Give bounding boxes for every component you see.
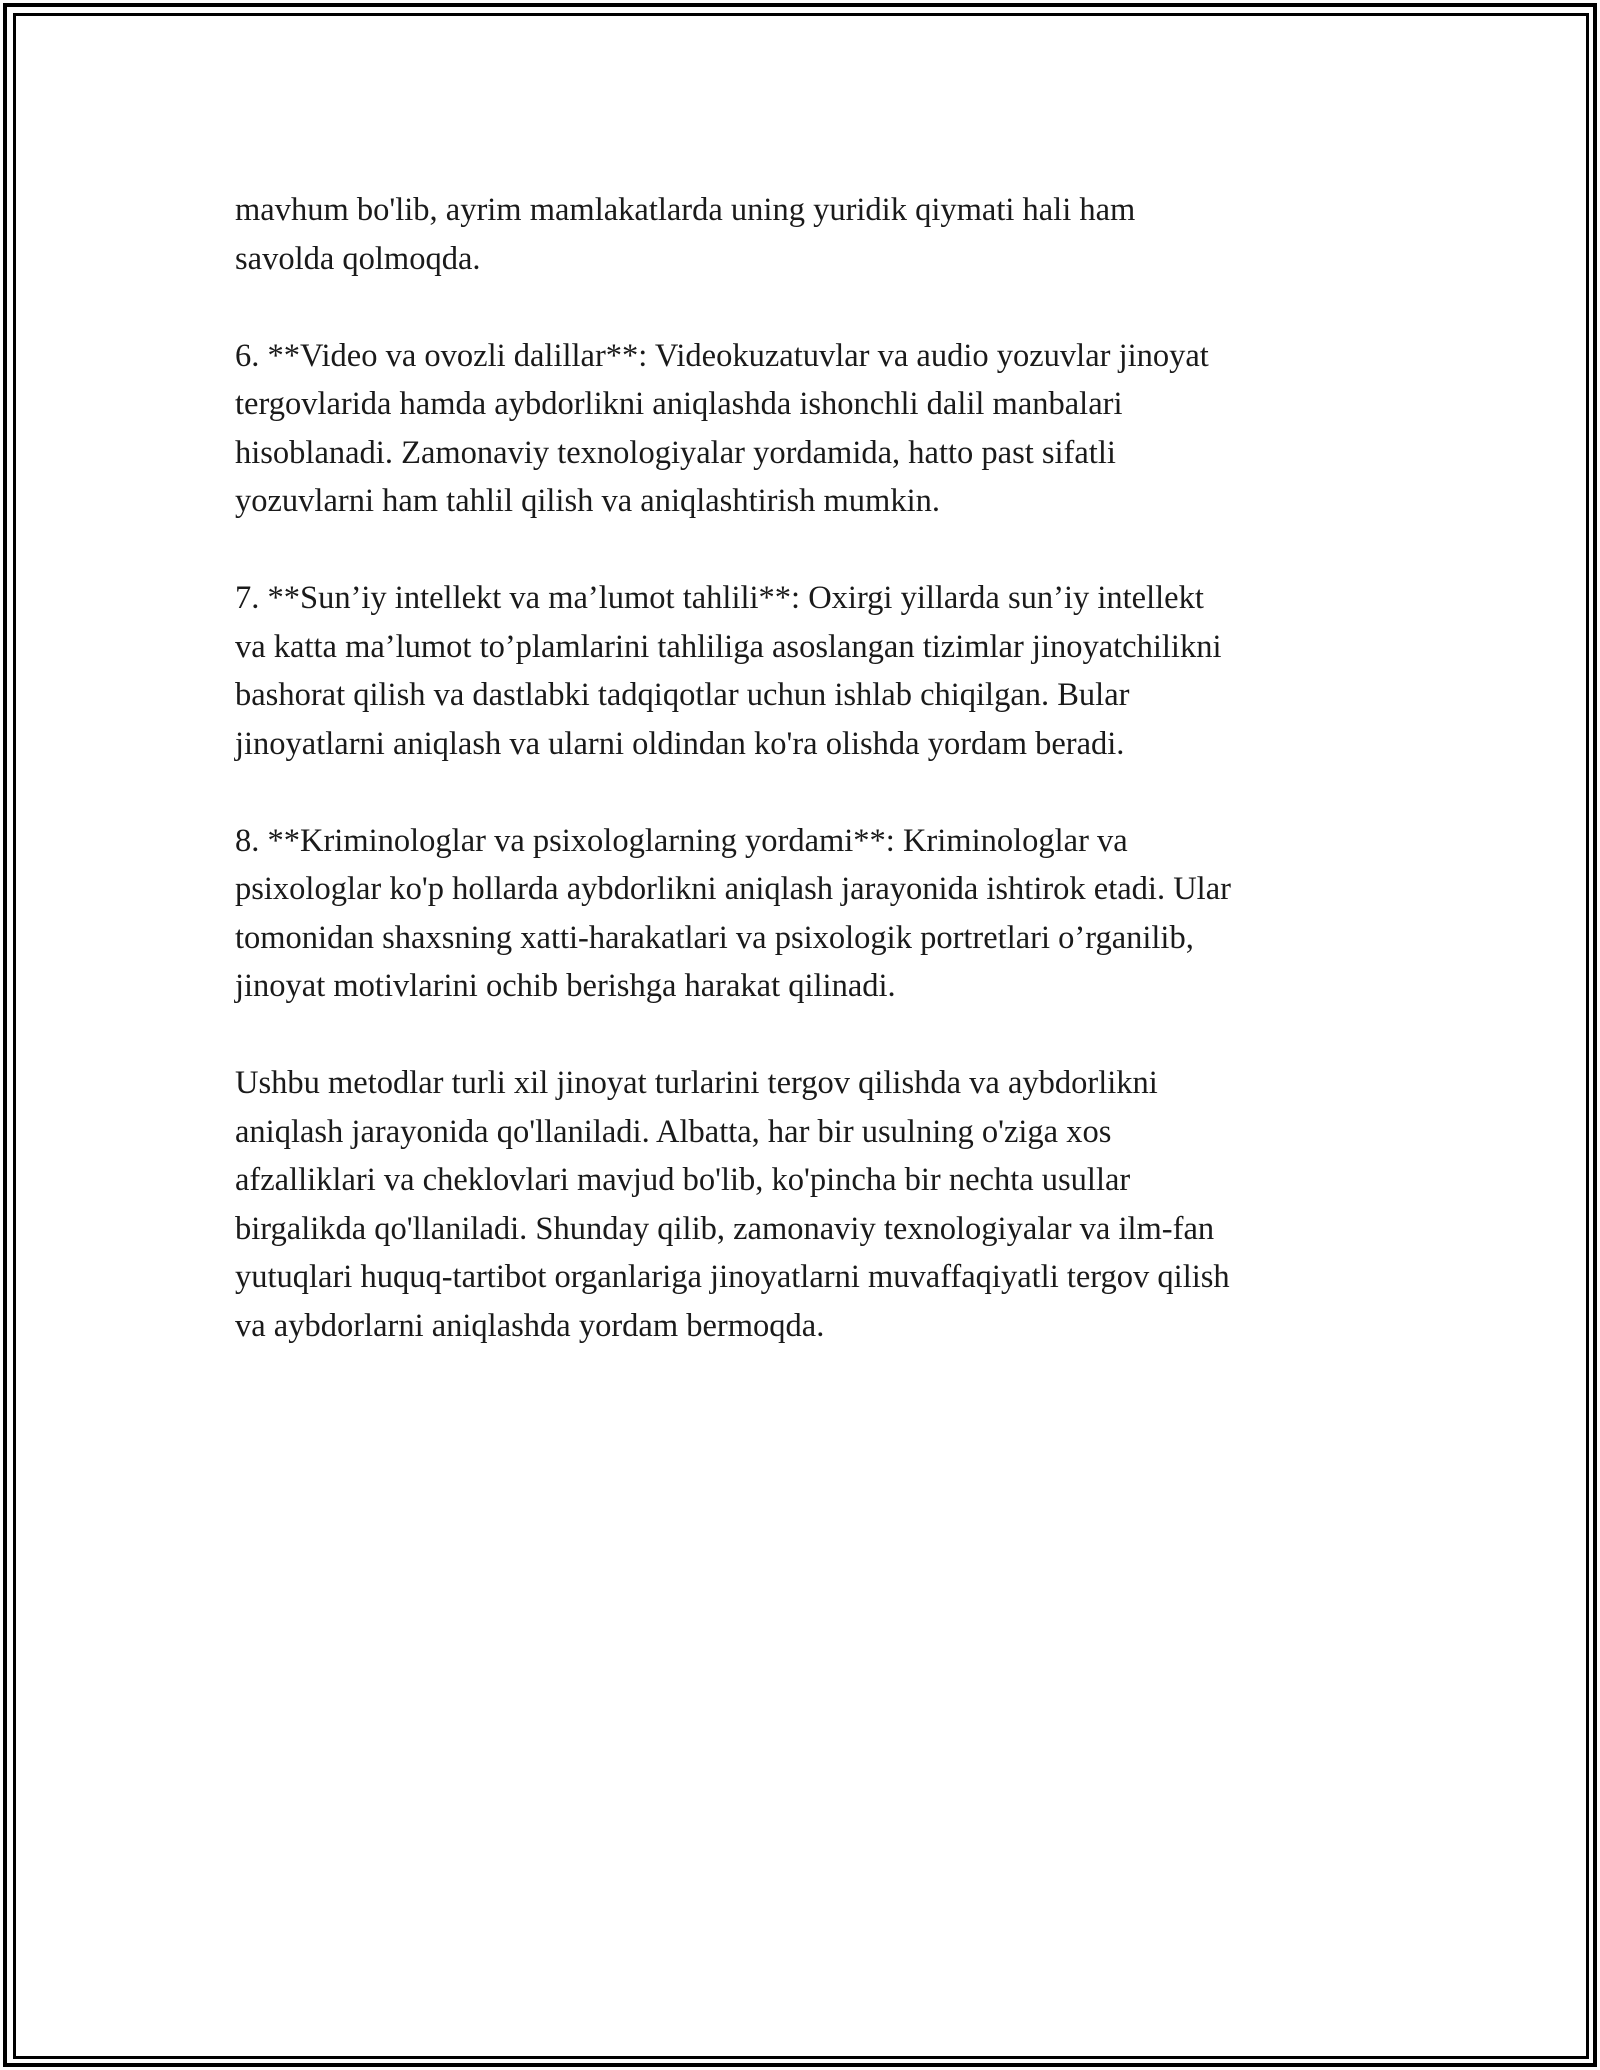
paragraph-conclusion bbox=[235, 1059, 1375, 1350]
text-line: birgalikda qo'llaniladi. Shunday qilib, zamonaviy texnologiyalar va ilm-fan bbox=[235, 1210, 1215, 1247]
text-line: hisoblanadi. Zamonaviy texnologiyalar yordamida, hatto past sifatli bbox=[235, 434, 1116, 471]
text-line: aniqlash jarayonida qo'llaniladi. Albatta, har bir usulning o'ziga xos bbox=[235, 1113, 1112, 1150]
text-line: tomonidan shaxsning xatti-harakatlari va psixologik portretlari o’rganilib, bbox=[235, 919, 1194, 956]
text-line: 6. **Video va ovozli dalillar**: Videokuzatuvlar va audio yozuvlar jinoyat bbox=[235, 337, 1209, 374]
text-line: bashorat qilish va dastlabki tadqiqotlar uchun ishlab chiqilgan. Bular bbox=[235, 677, 1130, 713]
text-line: 7. **Sun’iy intellekt va ma’lumot tahlili**: Oxirgi yillarda sun’iy intellekt bbox=[235, 580, 1204, 616]
text-line: 8. **Kriminologlar va psixologlarning yordami**: Kriminologlar va bbox=[235, 822, 1128, 859]
text-line: yozuvlarni ham tahlil qilish va aniqlashtirish mumkin. bbox=[235, 483, 940, 519]
text-line: tergovlarida hamda aybdorlikni aniqlashda ishonchli dalil manbalari bbox=[235, 386, 1123, 422]
text-line: savolda qolmoqda. bbox=[235, 240, 481, 277]
text-line: va aybdorlarni aniqlashda yordam bermoqda. bbox=[235, 1307, 825, 1344]
text-line: mavhum bo'lib, ayrim mamlakatlarda uning yuridik qiymati hali ham bbox=[235, 192, 1136, 228]
paragraph-item-8 bbox=[235, 817, 1375, 1011]
paragraph-item-6 bbox=[235, 332, 1375, 526]
text-line: Ushbu metodlar turli xil jinoyat turlarini tergov qilishda va aybdorlikni bbox=[235, 1065, 1158, 1101]
paragraph-continuation bbox=[235, 186, 1375, 283]
text-line: jinoyatlarni aniqlash va ularni oldindan ko'ra olishda yordam beradi. bbox=[235, 725, 1125, 762]
document-body bbox=[235, 186, 1375, 1399]
text-line: psixologlar ko'p hollarda aybdorlikni aniqlash jarayonida ishtirok etadi. Ular bbox=[235, 871, 1231, 907]
text-line: afzalliklari va cheklovlari mavjud bo'lib, ko'pincha bir nechta usullar bbox=[235, 1162, 1131, 1198]
text-line: yutuqlari huquq-tartibot organlariga jinoyatlarni muvaffaqiyatli tergov qilish bbox=[235, 1259, 1230, 1295]
text-line: jinoyat motivlarini ochib berishga harakat qilinadi. bbox=[235, 968, 896, 1004]
paragraph-item-7 bbox=[235, 574, 1375, 768]
text-line: va katta ma’lumot to’plamlarini tahliliga asoslangan tizimlar jinoyatchilikni bbox=[235, 628, 1222, 665]
